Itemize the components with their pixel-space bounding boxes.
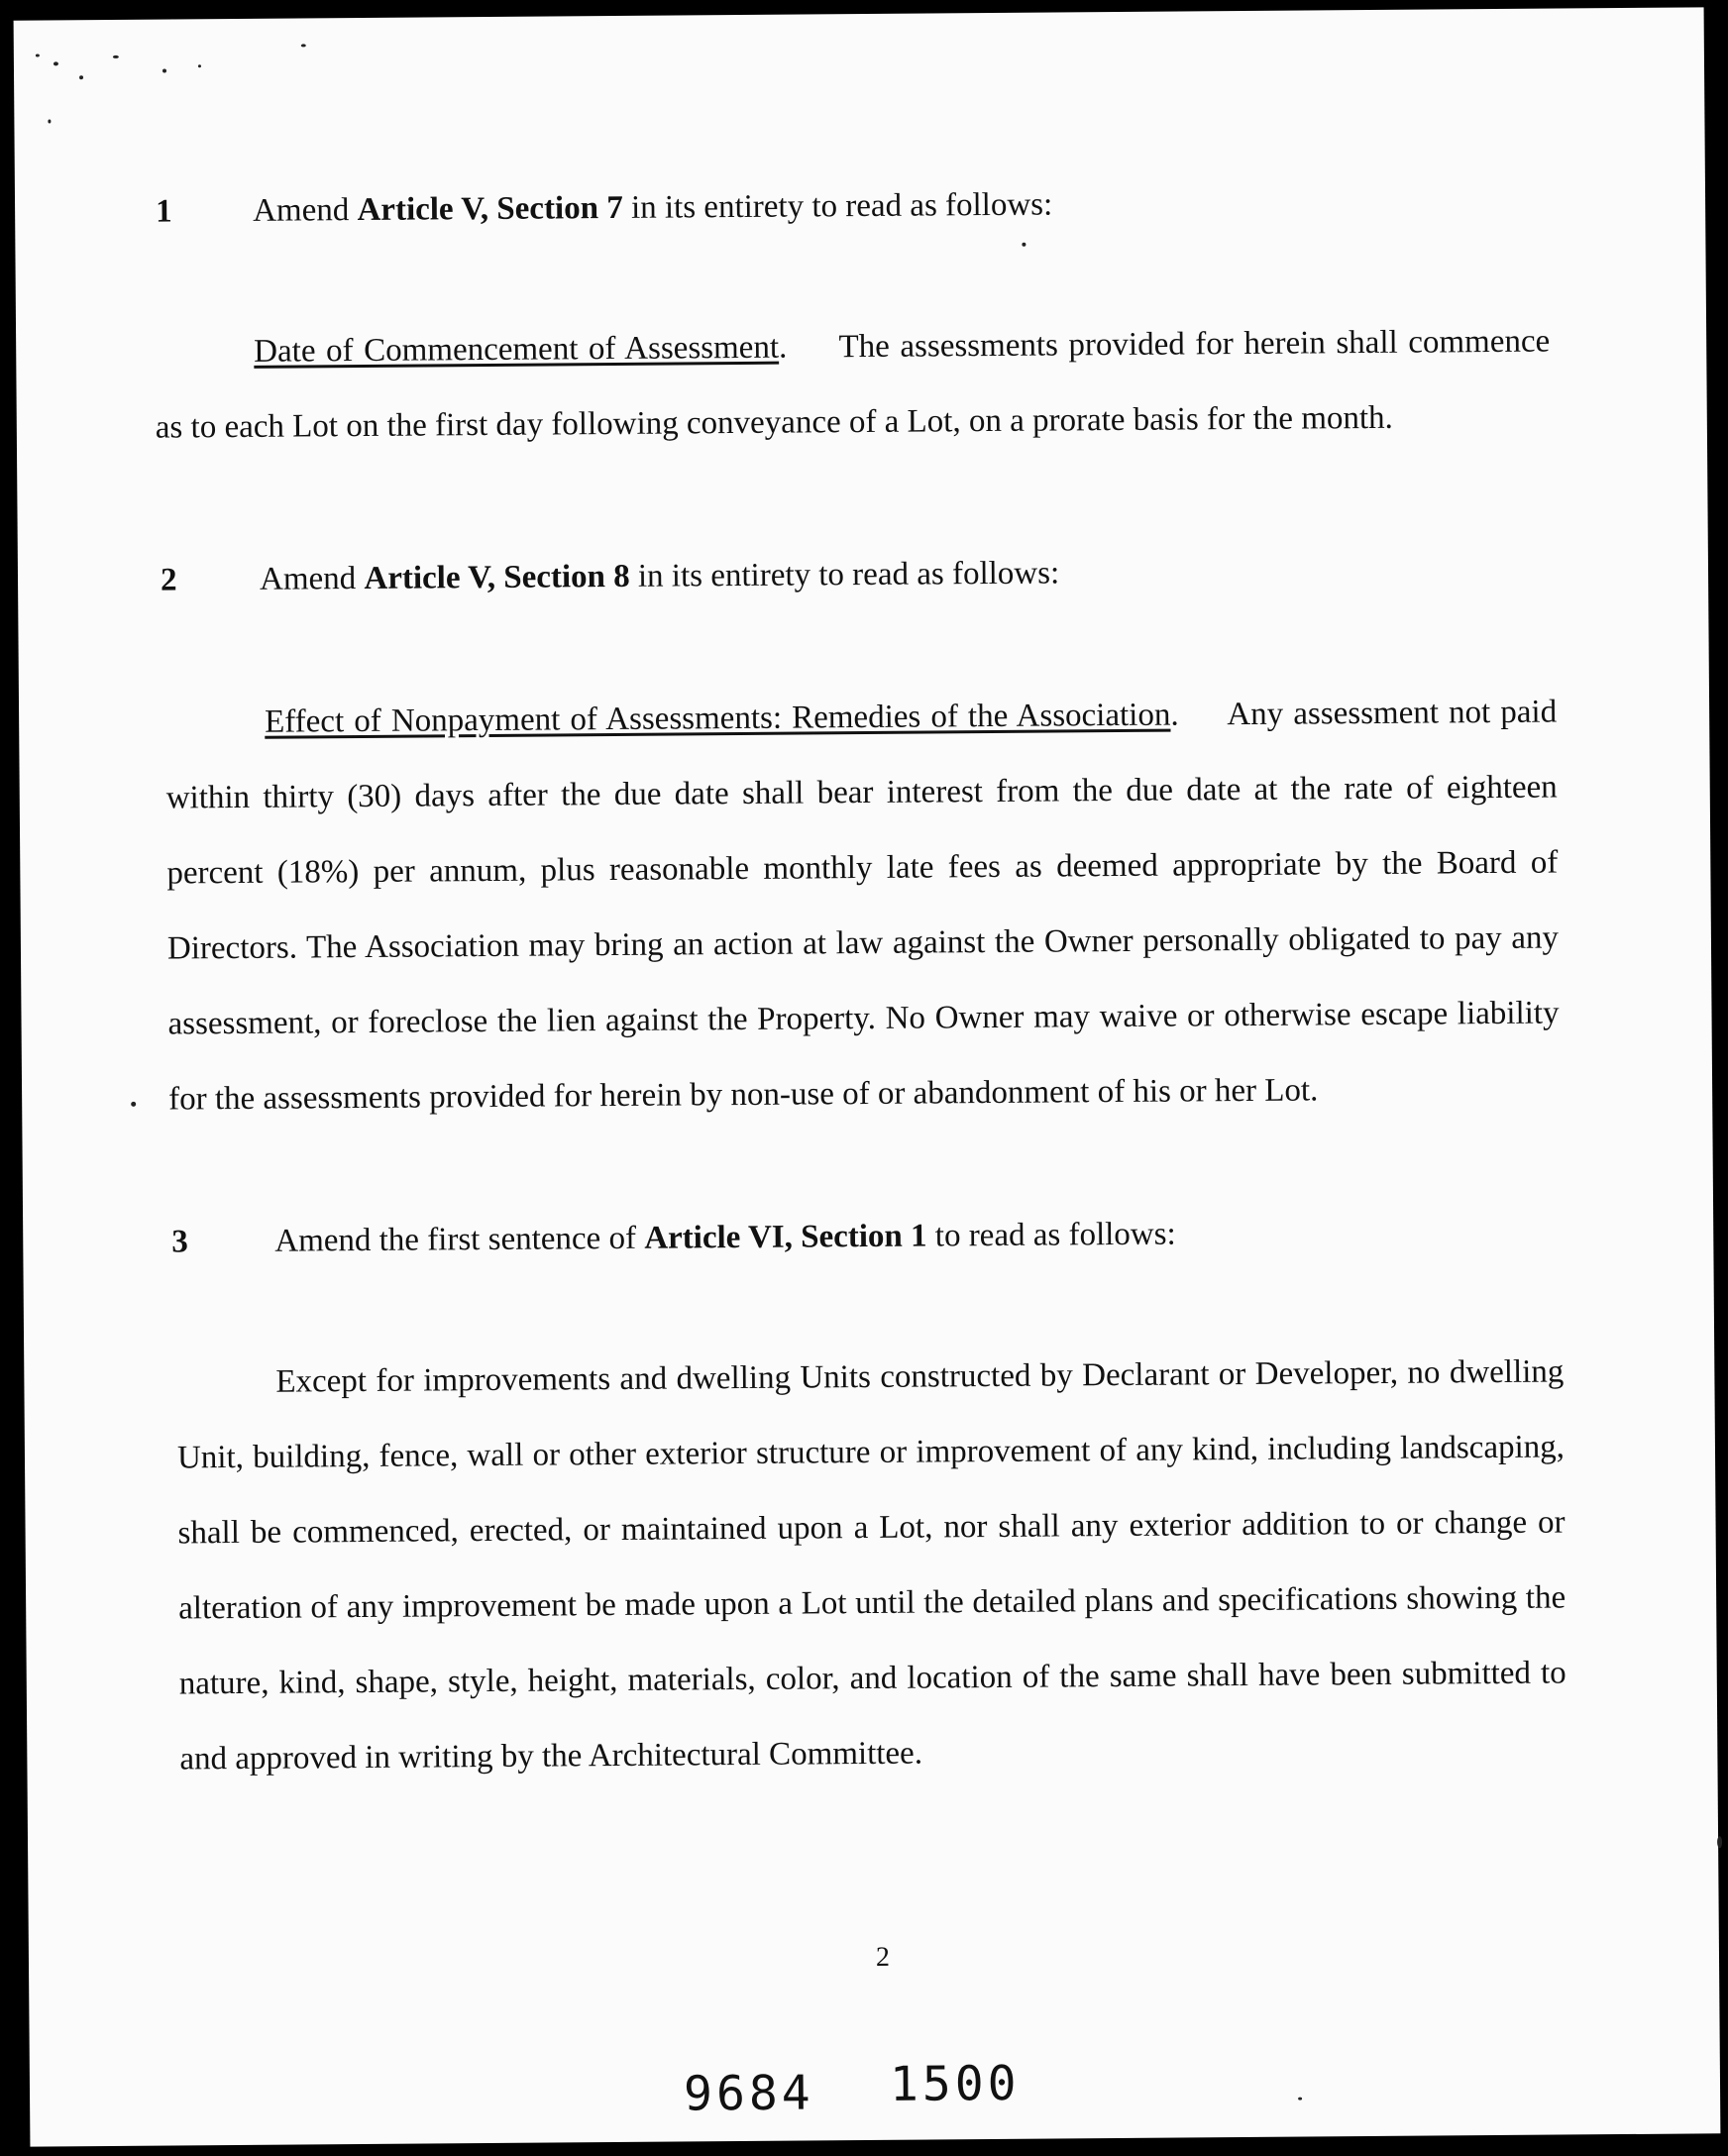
- scan-speck: [36, 54, 40, 57]
- section-3-paragraph: [176, 1334, 1567, 1796]
- document-stamp-left: 9684: [683, 2065, 814, 2122]
- section-1-number: 1: [155, 193, 172, 230]
- scan-speck: [48, 119, 51, 123]
- scan-speck: [79, 75, 83, 79]
- section-3-instruction-pre: Amend the first sentence of: [274, 1220, 637, 1259]
- scan-speck: [1717, 1836, 1722, 1848]
- scan-speck: [301, 44, 306, 47]
- section-1-article-reference: Article V, Section 7: [357, 189, 623, 229]
- section-1-body: The assessments provided for herein shall commence as to each Lot on the first day following conveyance of a Lot, on a prorate basis for the month.: [155, 323, 1551, 446]
- section-2-body: Any assessment not paid within thirty (30) days after the due date shall bear interest from the due date at the rate of eighteen percent (18%) per annum, plus reasonable monthly late fees as deemed appropriate by the Board of Directors. The Association may bring an action at law against the Owner personally obligated to pay any assessment, or foreclose the lien against the Property. No Owner may waive or otherwise escape liability for the assessments provided for herein by non-use of or abandonment of his or her Lot.: [165, 694, 1560, 1118]
- section-2-paragraph: Effect of Nonpayment of Assessments: Remedies of the Association. Any assessment not paid within thirty (30) days after the due date shall bear interest from the due date at the rate of eighteen percent (18%) per annum, plus reasonable monthly late fees as deemed appropriate by the Board of Directors. The Association may bring an action at law against the Owner personally obligated to pay any assessment, or foreclose the lien against the Property. No Owner may waive or otherwise escape liability for the assessments provided for herein by non-use of or abandonment of his or her Lot.: [165, 694, 1560, 1118]
- document-stamp-right: 1500: [889, 2055, 1021, 2112]
- scan-speck: [1022, 243, 1026, 247]
- section-1-paragraph: Date of Commencement of Assessment. The assessments provided for herein shall commence as to each Lot on the first day following conveyance of a Lot, on a prorate basis for the month.: [155, 323, 1551, 446]
- section-3-instruction: [274, 1217, 1176, 1260]
- section-2-instruction: [260, 555, 1059, 597]
- page-number: 2: [875, 1941, 891, 1973]
- section-1-instruction-pre: Amend: [252, 192, 350, 229]
- scan-speck: [54, 61, 58, 65]
- section-2-heading: Effect of Nonpayment of Assessments: Remedies of the Association: [265, 697, 1171, 740]
- section-2-instruction-post: in its entirety to read as follows:: [637, 555, 1060, 594]
- section-3-article-reference: Article VI, Section 1: [644, 1218, 927, 1256]
- section-2-article-reference: Article V, Section 8: [364, 558, 630, 596]
- scan-speck: [162, 69, 166, 73]
- section-2-number: 2: [160, 562, 177, 598]
- section-3-instruction-post: to read as follows:: [934, 1216, 1176, 1254]
- section-3-body: Except for improvements and dwelling Units constructed by Declarant or Developer, no dwelling Unit, building, fence, wall or other exterior structure or improvement of any kind, including landscaping, shall be commenced, erected, or maintained upon a Lot, nor shall any exterior addition to or change or alteration of any improvement be made upon a Lot until the detailed plans and specifications showing the nature, kind, shape, style, height, materials, color, and location of the same shall have been submitted to and approved in writing by the Architectural Committee.: [176, 1353, 1566, 1778]
- section-2-instruction-pre: Amend: [259, 561, 357, 597]
- scan-speck: [113, 55, 119, 58]
- scan-speck: [1298, 2098, 1302, 2101]
- section-1-instruction-post: in its entirety to read as follows:: [630, 186, 1053, 226]
- section-3-number: 3: [171, 1224, 188, 1260]
- scan-speck: [131, 1102, 136, 1107]
- section-1-heading: Date of Commencement of Assessment: [254, 329, 780, 370]
- scan-speck: [198, 64, 201, 67]
- document-page: [14, 7, 1721, 2146]
- section-1-instruction: [253, 187, 1052, 230]
